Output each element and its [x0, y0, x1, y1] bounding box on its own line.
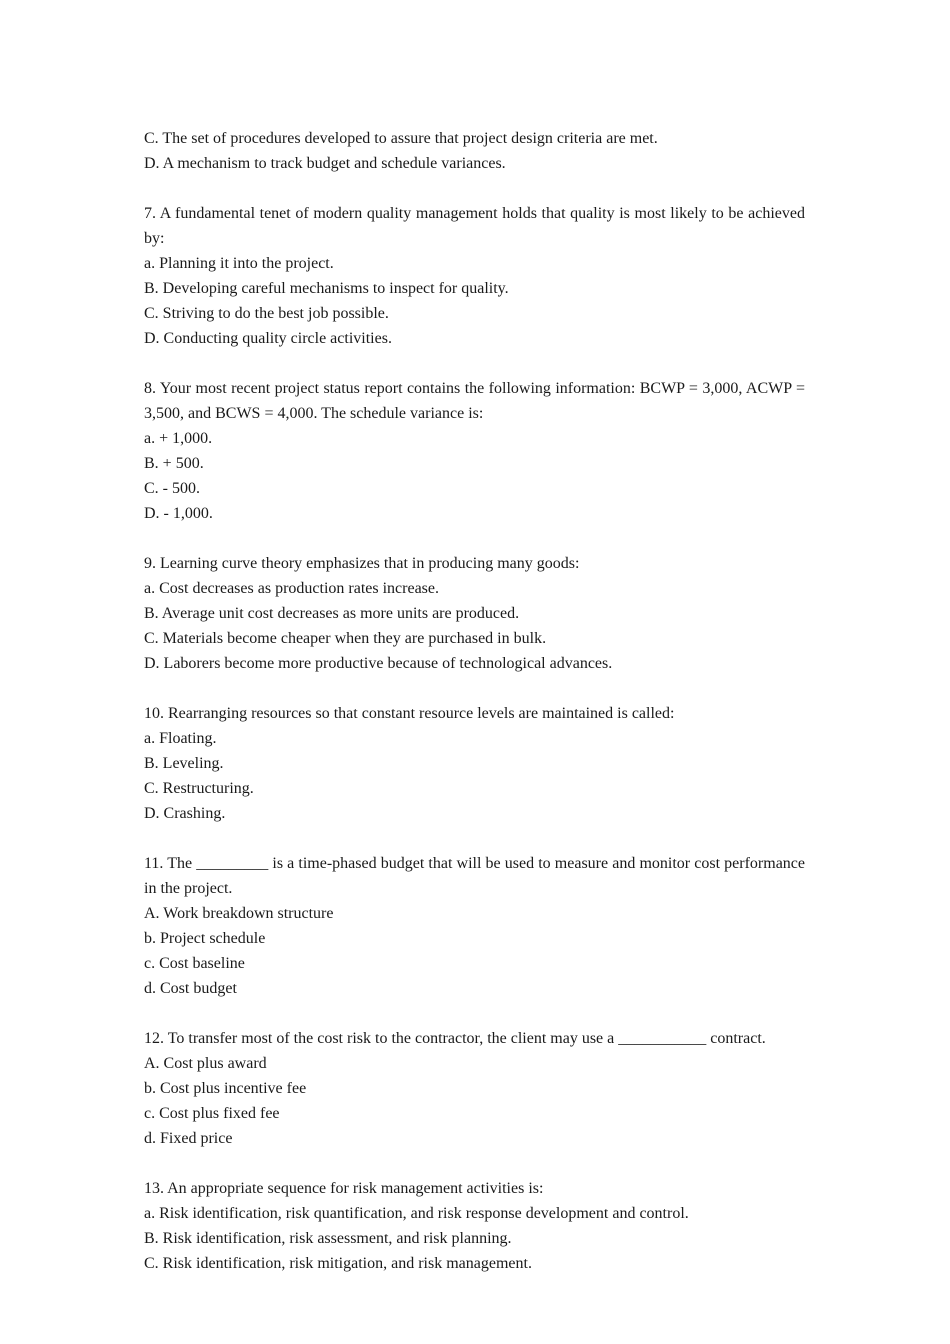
option: B. Risk identification, risk assessment, and risk planning.: [144, 1230, 512, 1247]
option: a. Risk identification, risk quantification, and risk response development and control.: [144, 1205, 689, 1222]
option: c. Cost plus fixed fee: [144, 1105, 280, 1122]
option: A. Work breakdown structure: [144, 905, 334, 922]
question-stem: 8. Your most recent project status report contains the following information: BCWP = 3,000, ACWP = 3,500, and BCWS = 4,000. The schedule variance is:: [144, 380, 805, 422]
question-stem: 13. An appropriate sequence for risk management activities is:: [144, 1180, 544, 1197]
option: b. Cost plus incentive fee: [144, 1080, 307, 1097]
question-8: [144, 376, 805, 526]
option: D. Laborers become more productive because of technological advances.: [144, 655, 613, 672]
option: B. Average unit cost decreases as more units are produced.: [144, 605, 520, 622]
question-12: [144, 1026, 805, 1151]
option: B. + 500.: [144, 455, 204, 472]
option: a. Planning it into the project.: [144, 255, 334, 272]
option: C. Risk identification, risk mitigation, and risk management.: [144, 1255, 532, 1272]
question-stem: 11. The _________ is a time-phased budget that will be used to measure and monitor cost performance in the project.: [144, 855, 805, 897]
question-7: [144, 201, 805, 351]
option: D. A mechanism to track budget and schedule variances.: [144, 155, 506, 172]
question-stem: 10. Rearranging resources so that constant resource levels are maintained is called:: [144, 705, 675, 722]
question-stem: 7. A fundamental tenet of modern quality management holds that quality is most likely to be achieved by:: [144, 205, 805, 247]
question-stem: 12. To transfer most of the cost risk to the contractor, the client may use a ___________ contract.: [144, 1030, 766, 1047]
option: D. - 1,000.: [144, 505, 213, 522]
option: a. Cost decreases as production rates increase.: [144, 580, 439, 597]
option: C. Striving to do the best job possible.: [144, 305, 389, 322]
option: A. Cost plus award: [144, 1055, 267, 1072]
option: D. Conducting quality circle activities.: [144, 330, 392, 347]
option: d. Fixed price: [144, 1130, 233, 1147]
option: C. - 500.: [144, 480, 200, 497]
question-13: [144, 1176, 805, 1276]
option: B. Leveling.: [144, 755, 224, 772]
document-page: [144, 126, 805, 1276]
continuation-block: [144, 126, 805, 176]
option: C. Materials become cheaper when they are purchased in bulk.: [144, 630, 547, 647]
option: C. Restructuring.: [144, 780, 254, 797]
option: a. Floating.: [144, 730, 217, 747]
option: c. Cost baseline: [144, 955, 245, 972]
option: B. Developing careful mechanisms to inspect for quality.: [144, 280, 509, 297]
question-stem: 9. Learning curve theory emphasizes that in producing many goods:: [144, 555, 580, 572]
option: b. Project schedule: [144, 930, 266, 947]
question-11: [144, 851, 805, 1001]
option: C. The set of procedures developed to assure that project design criteria are met.: [144, 130, 658, 147]
option: D. Crashing.: [144, 805, 226, 822]
option: d. Cost budget: [144, 980, 237, 997]
option: a. + 1,000.: [144, 430, 213, 447]
question-10: [144, 701, 805, 826]
question-9: [144, 551, 805, 676]
